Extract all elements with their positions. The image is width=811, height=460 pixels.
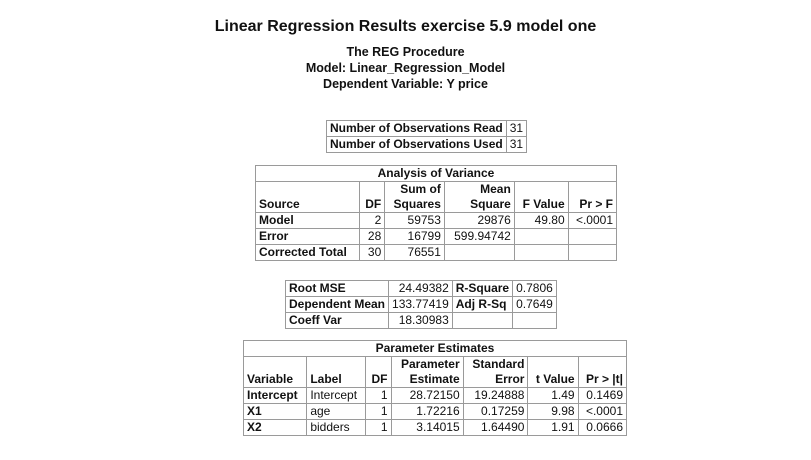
anova-table	[255, 165, 617, 261]
table-row	[256, 213, 617, 229]
anova-header-row-1	[256, 182, 617, 198]
params-header-estimate-top: Parameter	[391, 357, 463, 373]
params-header-p: Pr > |t|	[578, 357, 626, 388]
table-row	[256, 229, 617, 245]
params-header-row-1	[244, 357, 627, 373]
anova-df: 30	[360, 245, 385, 261]
anova-ms: 29876	[444, 213, 514, 229]
table-row	[286, 313, 557, 329]
obs-read-label: Number of Observations Read	[327, 121, 507, 137]
param-label: Intercept	[307, 388, 366, 404]
param-se: 0.17259	[463, 404, 528, 420]
anova-source: Model	[256, 213, 360, 229]
anova-header-f: F Value	[514, 182, 568, 213]
fit-label-2: Adj R-Sq	[452, 297, 512, 313]
anova-f	[514, 229, 568, 245]
parameter-estimates-table	[243, 340, 627, 436]
fit-value: 24.49382	[389, 281, 453, 297]
anova-ss: 59753	[385, 213, 445, 229]
params-header-df: DF	[366, 357, 391, 388]
anova-header-ms-top: Mean	[444, 182, 514, 198]
anova-header-p: Pr > F	[568, 182, 616, 213]
table-row	[256, 245, 617, 261]
anova-header-ss-bottom: Squares	[385, 197, 445, 213]
fit-value-2: 0.7649	[513, 297, 557, 313]
anova-ss: 16799	[385, 229, 445, 245]
param-estimate: 1.72216	[391, 404, 463, 420]
param-estimate: 3.14015	[391, 420, 463, 436]
params-header-se-top: Standard	[463, 357, 528, 373]
anova-caption: Analysis of Variance	[256, 166, 617, 182]
fit-label: Root MSE	[286, 281, 389, 297]
anova-p: <.0001	[568, 213, 616, 229]
anova-source: Error	[256, 229, 360, 245]
param-variable: X2	[244, 420, 307, 436]
anova-source: Corrected Total	[256, 245, 360, 261]
table-row	[244, 404, 627, 420]
fit-label: Coeff Var	[286, 313, 389, 329]
fit-value-2: 0.7806	[513, 281, 557, 297]
param-label: bidders	[307, 420, 366, 436]
params-header-variable: Variable	[244, 357, 307, 388]
table-row	[244, 420, 627, 436]
anova-df: 2	[360, 213, 385, 229]
fit-statistics-table	[285, 280, 557, 329]
param-p: 0.1469	[578, 388, 626, 404]
table-row	[286, 297, 557, 313]
anova-p	[568, 245, 616, 261]
param-p: <.0001	[578, 404, 626, 420]
fit-label-2: R-Square	[452, 281, 512, 297]
fit-label: Dependent Mean	[286, 297, 389, 313]
params-caption-row	[244, 341, 627, 357]
anova-header-ss-top: Sum of	[385, 182, 445, 198]
procedure-heading: The REG Procedure	[346, 45, 465, 59]
param-df: 1	[366, 420, 391, 436]
fit-label-2	[452, 313, 512, 329]
param-t: 1.91	[528, 420, 578, 436]
obs-used-value: 31	[506, 137, 526, 153]
anova-header-source: Source	[256, 182, 360, 213]
obs-read-value: 31	[506, 121, 526, 137]
anova-f	[514, 245, 568, 261]
model-heading: Model: Linear_Regression_Model	[305, 61, 506, 75]
table-row	[286, 281, 557, 297]
param-t: 9.98	[528, 404, 578, 420]
anova-ms	[444, 245, 514, 261]
param-variable: X1	[244, 404, 307, 420]
param-estimate: 28.72150	[391, 388, 463, 404]
params-header-se-bottom: Error	[463, 372, 528, 388]
table-row	[327, 137, 527, 153]
anova-caption-row	[256, 166, 617, 182]
table-row	[327, 121, 527, 137]
anova-p	[568, 229, 616, 245]
table-row	[244, 388, 627, 404]
report-title: Linear Regression Results exercise 5.9 model one	[214, 18, 597, 35]
anova-df: 28	[360, 229, 385, 245]
anova-header-df: DF	[360, 182, 385, 213]
params-header-t: t Value	[528, 357, 578, 388]
param-se: 19.24888	[463, 388, 528, 404]
anova-header-ms-bottom: Square	[444, 197, 514, 213]
anova-f: 49.80	[514, 213, 568, 229]
param-p: 0.0666	[578, 420, 626, 436]
fit-value-2	[513, 313, 557, 329]
param-se: 1.64490	[463, 420, 528, 436]
anova-ms: 599.94742	[444, 229, 514, 245]
obs-used-label: Number of Observations Used	[327, 137, 507, 153]
param-df: 1	[366, 388, 391, 404]
fit-value: 133.77419	[389, 297, 453, 313]
param-df: 1	[366, 404, 391, 420]
fit-value: 18.30983	[389, 313, 453, 329]
params-caption: Parameter Estimates	[244, 341, 627, 357]
params-header-label: Label	[307, 357, 366, 388]
dependent-variable-heading: Dependent Variable: Y price	[323, 77, 488, 91]
anova-ss: 76551	[385, 245, 445, 261]
observations-table	[326, 120, 527, 153]
param-t: 1.49	[528, 388, 578, 404]
params-header-estimate-bottom: Estimate	[391, 372, 463, 388]
param-variable: Intercept	[244, 388, 307, 404]
param-label: age	[307, 404, 366, 420]
